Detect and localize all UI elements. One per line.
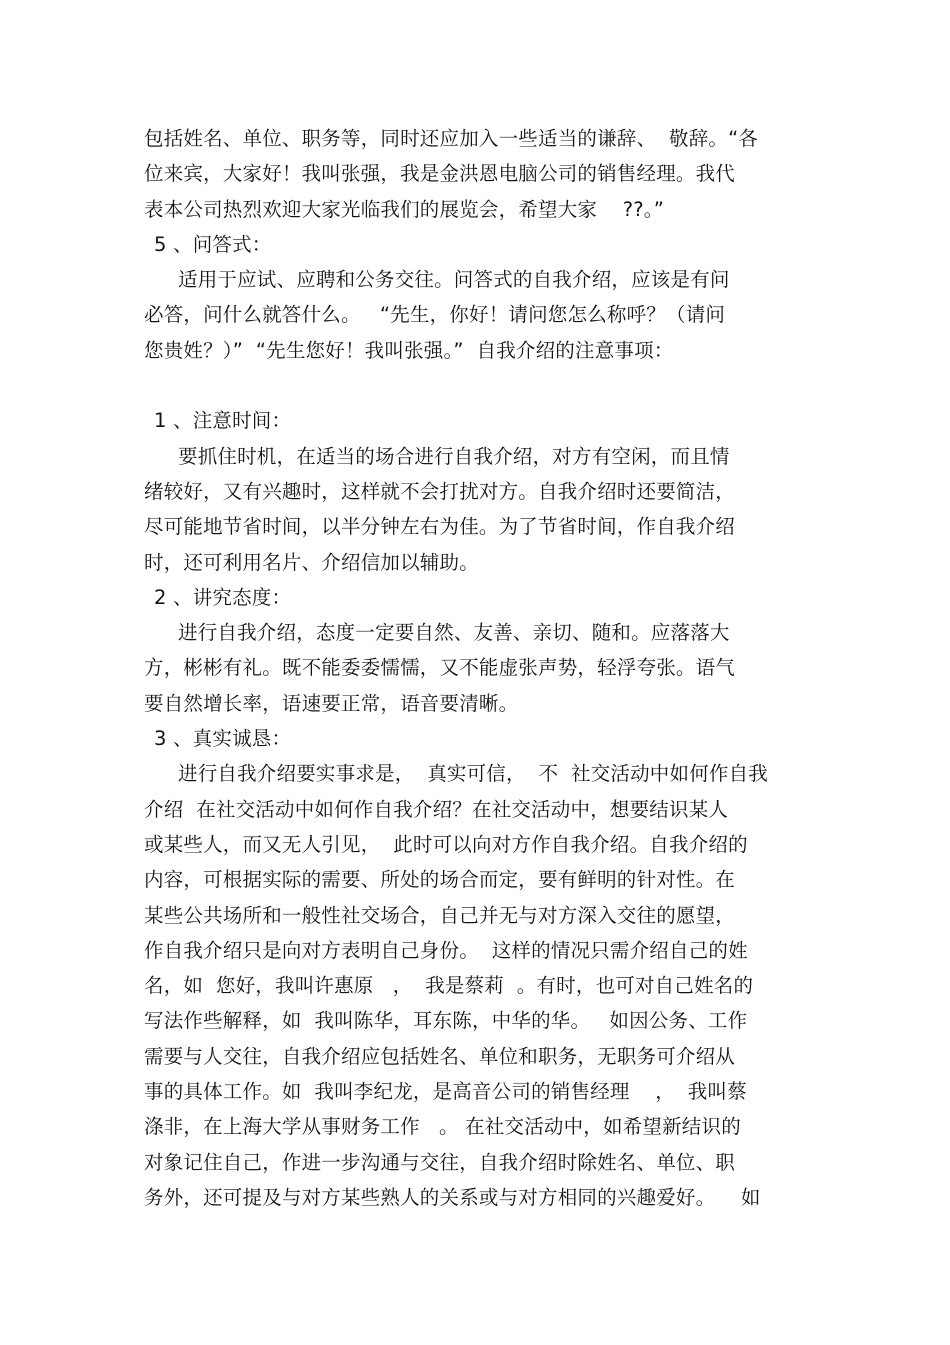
text-line: 位来宾，大家好！我叫张强，我是金洪恩电脑公司的销售经理。我代	[144, 162, 736, 186]
text-line: 务外，还可提及与对方某些熟人的关系或与对方相同的兴趣爱好。 如	[144, 1185, 761, 1209]
text-line: 名，如 您好，我叫许惠原 ， 我是蔡莉 。有时，也可对自己姓名的	[144, 974, 754, 998]
text-line: 或某些人，而又无人引见， 此时可以向对方作自我介绍。自我介绍的	[144, 832, 748, 856]
text-line: 包括姓名、单位、职务等，同时还应加入一些适当的谦辞、 敬辞。“各	[144, 127, 759, 150]
text-line: 必答，问什么就答什么。 “先生，你好！请问您怎么称呼？（请问	[144, 303, 726, 327]
text-line: 绪较好，又有兴趣时，这样就不会打扰对方。自我介绍时还要简洁，	[144, 479, 736, 503]
paragraph-start: 要抓住时机，在适当的场合进行自我介绍，对方有空闲，而且情	[178, 444, 730, 468]
text-line: 内容，可根据实际的需要、所处的场合而定，要有鲜明的针对性。在	[144, 868, 736, 892]
text-line: 尽可能地节省时间，以半分钟左右为佳。为了节省时间，作自我介绍	[144, 515, 736, 539]
section-heading: 1 、注意时间：	[154, 409, 292, 433]
section-heading: 3 、真实诚恳：	[154, 727, 292, 751]
text-line: 介绍 在社交活动中如何作自我介绍？在社交活动中，想要结识某人	[144, 797, 729, 821]
body-text	[144, 121, 816, 1215]
blank-line	[144, 368, 816, 403]
section-heading: 5 、问答式：	[154, 232, 272, 256]
paragraph-start: 进行自我介绍要实事求是， 真实可信， 不 社交活动中如何作自我	[178, 762, 768, 786]
text-line: 事的具体工作。如 我叫李纪龙，是高音公司的销售经理 ， 我叫蔡	[144, 1080, 747, 1104]
text-line: 写法作些解释，如 我叫陈华，耳东陈，中华的华。 如因公务、工作	[144, 1009, 748, 1033]
text-line: 要自然增长率，语速要正常，语音要清晰。	[144, 691, 519, 715]
text-line: 对象记住自己，作进一步沟通与交往，自我介绍时除姓名、单位、职	[144, 1150, 736, 1174]
text-line: 作自我介绍只是向对方表明自己身份。 这样的情况只需介绍自己的姓	[144, 938, 748, 962]
text-line: 时，还可利用名片、介绍信加以辅助。	[144, 550, 479, 574]
text-line: 某些公共场所和一般性社交场合，自己并无与对方深入交往的愿望，	[144, 903, 736, 927]
text-line: 方，彬彬有礼。既不能委委懦懦，又不能虚张声势，轻浮夸张。语气	[144, 656, 736, 680]
text-line: 涤非，在上海大学从事财务工作 。 在社交活动中，如希望新结识的	[144, 1115, 741, 1139]
paragraph-start: 适用于应试、应聘和公务交往。问答式的自我介绍，应该是有问	[178, 268, 730, 292]
text-line: 表本公司热烈欢迎大家光临我们的展览会，希望大家 ??。”	[144, 197, 665, 221]
section-heading: 2 、讲究态度：	[154, 585, 292, 609]
text-line: 您贵姓？）” “先生您好！我叫张强。” 自我介绍的注意事项：	[144, 338, 674, 362]
paragraph-start: 进行自我介绍，态度一定要自然、友善、亲切、随和。应落落大	[178, 621, 730, 645]
text-line: 需要与人交往，自我介绍应包括姓名、单位和职务，无职务可介绍从	[144, 1044, 736, 1068]
